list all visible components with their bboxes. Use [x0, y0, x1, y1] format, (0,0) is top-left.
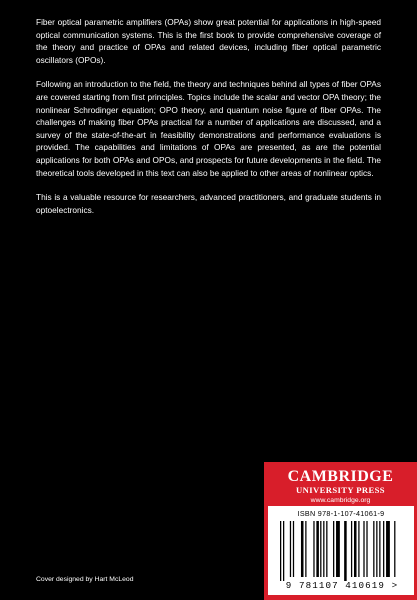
description-paragraph-1: Fiber optical parametric amplifiers (OPAs) show great potential for applications in high-speed optical communication systems. This is the first book to provide comprehensive coverage of the theory and practice of OPAs and related devices, including fiber optical parametric oscillators (OPOs). [36, 17, 381, 65]
description-paragraph-2: Following an introduction to the field, the theory and techniques behind all types of fiber OPAs are covered starting from first principles. Topics include the scalar and vector OPA theory; the nonlinear Schrodinger equation; OPO theory, and quantum noise figure of fiber OPAs. The challenges of making fiber OPAs practical for a number of applications are discussed, and a survey of the state-of-the-art in feasibility demonstrations and performance evaluations is provided. The capabilities and limitations of OPAs are presented, as are the potential applications for both OPAs and OPOs, and prospects for future developments in the field. The theoretical tools developed in this text can also be applied to other areas of nonlinear optics. [36, 79, 381, 178]
barcode-bar [280, 521, 281, 581]
barcode-bar [383, 521, 384, 577]
barcode-bar [323, 521, 324, 577]
barcode-bar [336, 521, 340, 577]
barcode-bar [354, 521, 357, 577]
barcode-icon [280, 521, 404, 581]
barcode-bar [363, 521, 364, 577]
barcode-bar [344, 521, 347, 581]
publisher-name: CAMBRIDGE [287, 468, 394, 485]
barcode-bar [320, 521, 321, 577]
barcode-bar [313, 521, 314, 577]
barcode-bar [351, 521, 352, 577]
isbn-label: ISBN 978-1-107-41061-9 [297, 509, 385, 518]
barcode-bar [293, 521, 294, 577]
barcode-bar [301, 521, 304, 577]
barcode-bar [376, 521, 377, 577]
barcode-bar [379, 521, 380, 577]
barcode-bar [394, 521, 395, 577]
barcode-bar [316, 521, 319, 577]
barcode-bar [290, 521, 291, 577]
barcode-bar [333, 521, 334, 577]
barcode-bar [305, 521, 306, 577]
back-cover-description [36, 16, 381, 228]
barcode-bar [373, 521, 374, 577]
description-paragraph-3: This is a valuable resource for researchers, advanced practitioners, and graduate students in optoelectronics. [36, 192, 381, 215]
barcode-digits: 9 781107 410619 > [285, 580, 399, 591]
publisher-subtitle: UNIVERSITY PRESS [296, 485, 385, 495]
cover-design-credit: Cover designed by Hart McLeod [36, 576, 134, 583]
barcode-bar [366, 521, 367, 577]
publisher-website: www.cambridge.org [310, 497, 371, 504]
barcode-bar [386, 521, 390, 577]
barcode-bar [283, 521, 284, 581]
isbn-barcode-box [268, 506, 414, 595]
barcode-bar [326, 521, 327, 577]
barcode-bar [358, 521, 359, 577]
